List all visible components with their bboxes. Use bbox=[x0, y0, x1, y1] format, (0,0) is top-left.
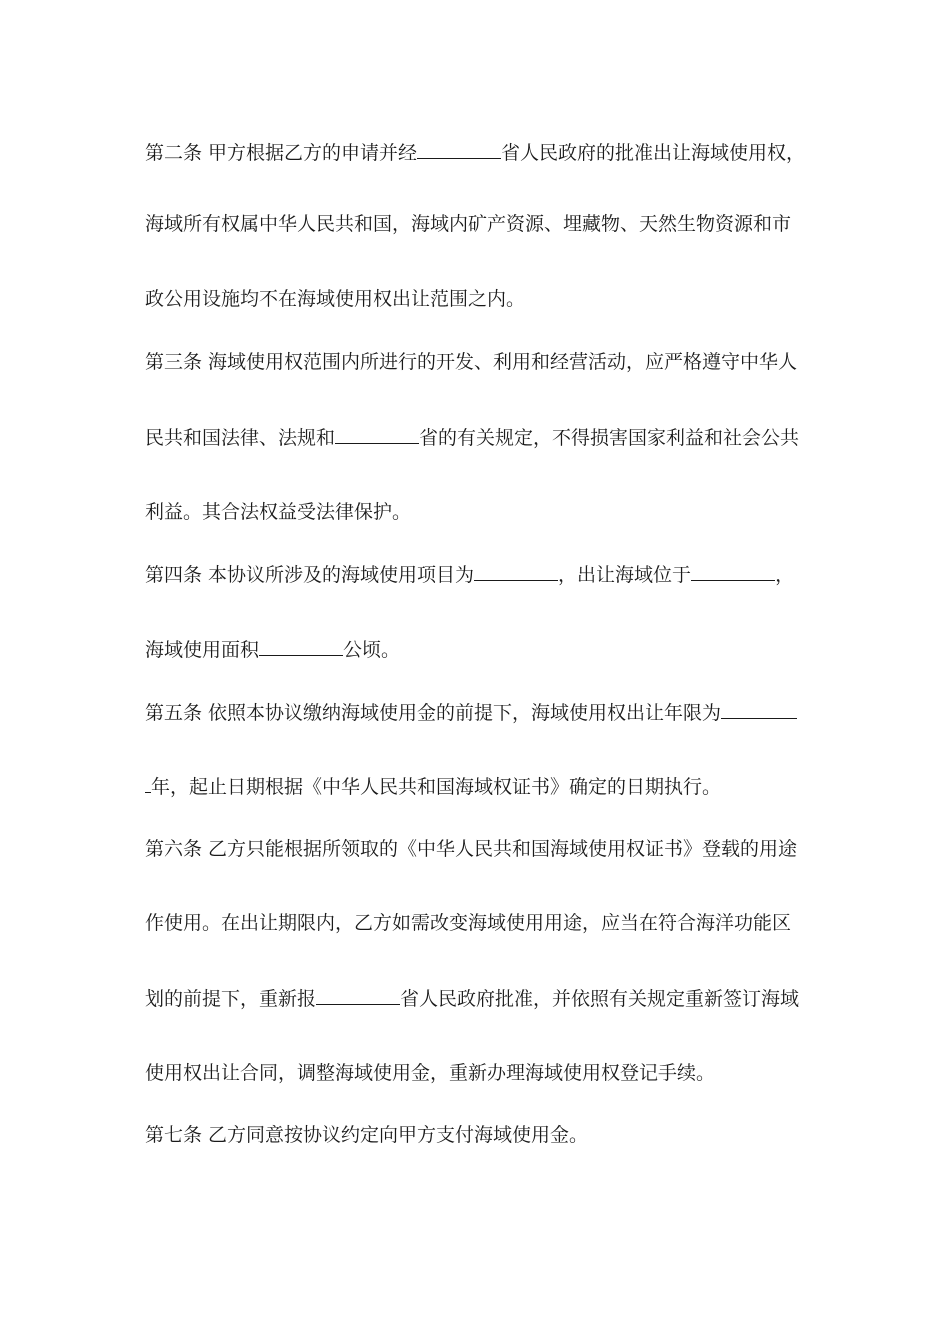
article-3-text-2: 民共和国法律、法规和 bbox=[145, 427, 336, 449]
article-3-text-3: 省的有关规定，不得损害国家利益和社会公共 bbox=[419, 427, 800, 449]
article-6-line-2 bbox=[145, 911, 791, 935]
article-6-line-1 bbox=[145, 837, 797, 861]
article-2-text-4: 政公用设施均不在海域使用权出让范围之内。 bbox=[145, 288, 526, 310]
article-3-line-1 bbox=[145, 350, 797, 374]
article-2-line-2 bbox=[145, 212, 791, 236]
article-6-text-5: 使用权出让合同，调整海域使用金，重新办理海域使用权登记手续。 bbox=[145, 1062, 716, 1084]
blank-area bbox=[259, 637, 343, 656]
article-3-text-4: 利益。其合法权益受法律保护。 bbox=[145, 501, 412, 523]
article-4-line-1 bbox=[145, 562, 794, 587]
article-3-text-1: 第三条 海域使用权范围内所进行的开发、利用和经营活动，应严格遵守中华人 bbox=[145, 351, 798, 373]
article-6-text-1: 第六条 乙方只能根据所领取的《中华人民共和国海域使用权证书》登载的用途 bbox=[145, 838, 798, 860]
article-2-text-2: 省人民政府的批准出让海域使用权， bbox=[501, 142, 806, 164]
blank-province-3 bbox=[316, 986, 400, 1005]
article-6-line-3 bbox=[145, 986, 799, 1011]
blank-location bbox=[691, 562, 775, 581]
article-7-line-1 bbox=[145, 1123, 588, 1147]
blank-term bbox=[721, 700, 797, 719]
article-2-line-1 bbox=[145, 140, 805, 165]
article-4-text-3: ， bbox=[775, 564, 795, 586]
article-5-text-1: 第五条 依照本协议缴纳海域使用金的前提下，海域使用权出让年限为 bbox=[145, 702, 722, 724]
article-2-line-3 bbox=[145, 287, 525, 311]
article-3-line-2 bbox=[145, 425, 799, 450]
article-2-text-1: 第二条 甲方根据乙方的申请并经 bbox=[145, 142, 418, 164]
article-4-text-4: 海域使用面积 bbox=[145, 639, 260, 661]
article-6-line-4 bbox=[145, 1061, 715, 1085]
article-4-text-2: ，出让海域位于 bbox=[558, 564, 692, 586]
blank-province-2 bbox=[335, 425, 419, 444]
article-5-line-2 bbox=[145, 774, 721, 799]
article-6-text-3: 划的前提下，重新报 bbox=[145, 988, 317, 1010]
article-4-text-5: 公顷。 bbox=[343, 639, 401, 661]
article-6-text-4: 省人民政府批准，并依照有关规定重新签订海域 bbox=[400, 988, 800, 1010]
article-7-text-1: 第七条 乙方同意按协议约定向甲方支付海域使用金。 bbox=[145, 1124, 589, 1146]
article-4-line-2 bbox=[145, 637, 400, 662]
article-4-text-1: 第四条 本协议所涉及的海域使用项目为 bbox=[145, 564, 475, 586]
article-5-text-2: 年，起止日期根据《中华人民共和国海域权证书》确定的日期执行。 bbox=[151, 776, 722, 798]
article-2-text-3: 海域所有权属中华人民共和国，海域内矿产资源、埋藏物、天然生物资源和市 bbox=[145, 213, 792, 235]
blank-project bbox=[474, 562, 558, 581]
article-6-text-2: 作使用。在出让期限内，乙方如需改变海域使用用途，应当在符合海洋功能区 bbox=[145, 912, 792, 934]
article-5-line-1 bbox=[145, 700, 797, 725]
article-3-line-3 bbox=[145, 500, 411, 524]
blank-province-1 bbox=[417, 140, 501, 159]
